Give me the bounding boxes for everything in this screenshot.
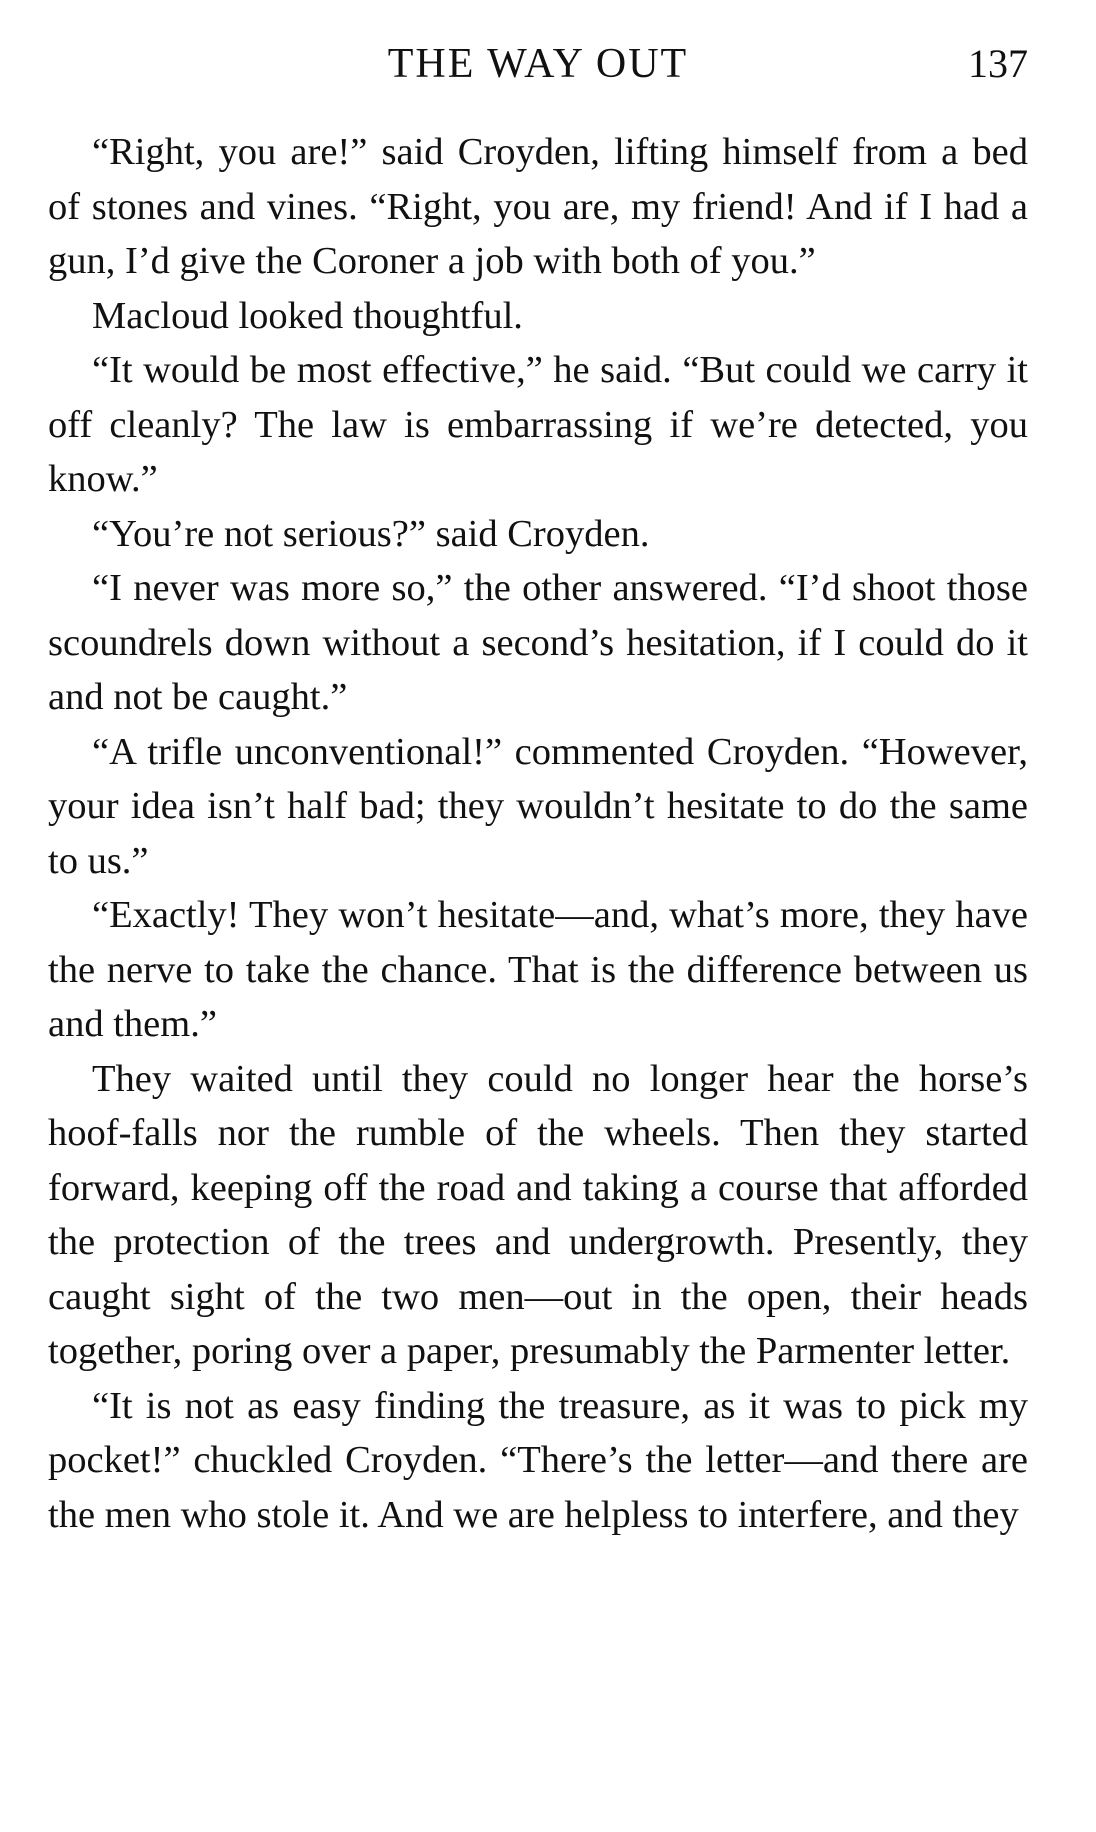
paragraph: “Exactly! They won’t hesitate—and, what’s more, they have the nerve to take the chance. That is the difference between us and them.” xyxy=(48,894,1028,1045)
paragraph: “I never was more so,” the other answered. “I’d shoot those scoundrels down without a second’s hesitation, if I could do it and not be caught.” xyxy=(48,567,1028,718)
page-header xyxy=(48,40,1028,100)
running-head: THE WAY OUT xyxy=(387,41,689,87)
paragraph: “Right, you are!” said Croyden, lifting himself from a bed of stones and vines. “Right, you are, my friend! And if I had a gun, I’d give the Coroner a job with both of you.” xyxy=(48,131,1028,282)
paragraph: “It is not as easy finding the treasure, as it was to pick my pocket!” chuckled Croyden. “There’s the letter—and there are the men who stole it. And we are helpless to interfere, and they xyxy=(48,1384,1028,1536)
page-number: 137 xyxy=(968,41,1028,86)
body-text xyxy=(48,125,1028,1542)
paragraph: Macloud looked thoughtful. xyxy=(92,294,523,337)
paragraph: “It would be most effective,” he said. “But could we carry it off cleanly? The law is embarrassing if we’re detected, you know.” xyxy=(48,349,1028,500)
paragraph: They waited until they could no longer hear the horse’s hoof-falls nor the rumble of the wheels. Then they started forward, keeping off the road and taking a course that afforded the protection of the trees and undergrowth. Presently, they caught sight of the two men—out in the open, their heads together, poring over a paper, presumably the Parmenter letter. xyxy=(48,1057,1028,1372)
paragraph: “A trifle unconventional!” commented Croyden. “However, your idea isn’t half bad; they wouldn’t hesitate to do the same to us.” xyxy=(48,730,1028,882)
paragraph: “You’re not serious?” said Croyden. xyxy=(92,512,650,555)
